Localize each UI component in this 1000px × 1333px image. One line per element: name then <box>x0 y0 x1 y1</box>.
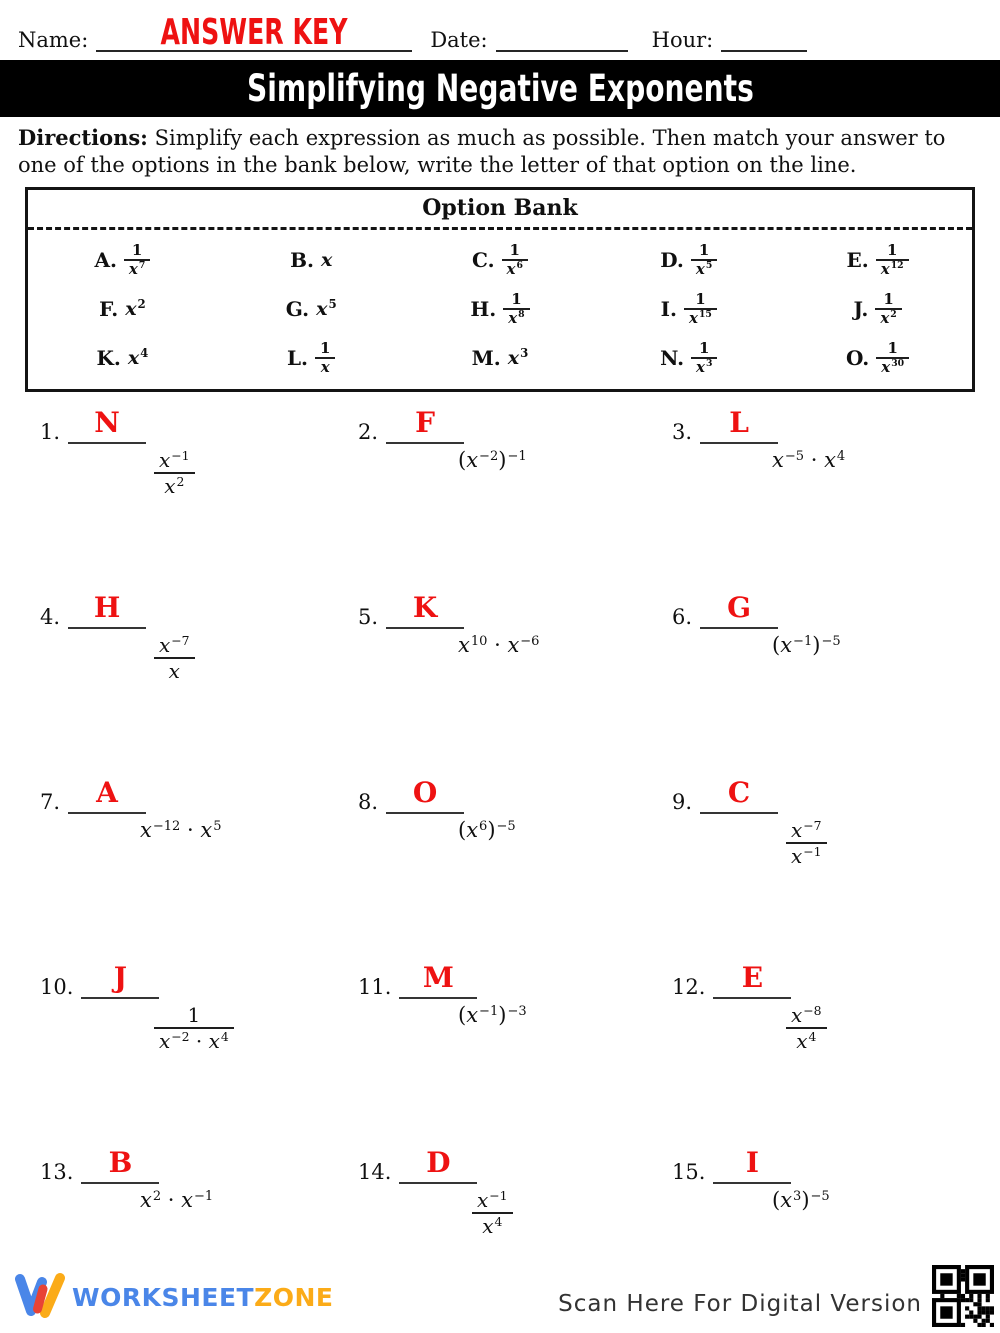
problem-head <box>40 593 358 629</box>
option-j <box>783 284 972 333</box>
worksheetzone-logo-icon <box>14 1271 72 1323</box>
math-fraction <box>502 242 528 277</box>
answer-letter: H <box>93 591 121 624</box>
fraction-denominator: $x^4$ <box>786 1027 827 1053</box>
math-expression: $x^5$ <box>316 297 337 320</box>
problem-expression <box>140 818 358 842</box>
problem-number: 10. <box>40 975 74 999</box>
answer-letter: A <box>96 776 118 809</box>
option-letter: N. <box>660 345 685 370</box>
hour-blank[interactable] <box>721 24 807 52</box>
answer-letter: F <box>415 406 435 439</box>
answer-blank[interactable] <box>68 406 146 444</box>
math-expression: $(x^{-1})^{-5}$ <box>772 633 841 657</box>
problem-number: 3. <box>672 420 693 444</box>
answer-letter: K <box>412 591 438 624</box>
problem-number: 15. <box>672 1160 706 1184</box>
fraction-denominator: $x^2$ <box>154 472 195 498</box>
problem-expression <box>772 1003 972 1053</box>
fraction-numerator: 1 <box>699 339 710 357</box>
problem-head <box>358 1148 672 1184</box>
fraction-denominator: $x^8$ <box>503 308 529 327</box>
problem-expression <box>772 448 972 472</box>
name-blank[interactable] <box>96 12 412 53</box>
answer-blank[interactable] <box>700 406 778 444</box>
fraction-denominator: x <box>315 357 335 376</box>
math-expression: $(x^{-2})^{-1}$ <box>458 448 527 472</box>
problem-expression <box>140 633 358 683</box>
fraction-denominator: $x^{15}$ <box>684 308 717 327</box>
option-letter: I. <box>660 296 677 321</box>
math-fraction <box>876 242 909 277</box>
math-expression: $x^2$ <box>125 297 146 320</box>
problem-number: 11. <box>358 975 392 999</box>
fraction-denominator: x <box>154 657 195 683</box>
fraction-numerator: $x^{-7}$ <box>159 633 190 657</box>
answer-letter: I <box>745 1146 759 1179</box>
option-d <box>594 235 783 284</box>
answer-blank[interactable] <box>81 1146 159 1184</box>
fraction-denominator: $x^3$ <box>691 357 717 376</box>
problem-head <box>672 593 972 629</box>
problem-4 <box>40 593 358 778</box>
problem-number: 12. <box>672 975 706 999</box>
problem-expression <box>458 1003 672 1027</box>
option-bank <box>25 187 975 392</box>
answer-blank[interactable] <box>399 961 477 999</box>
scan-text: Scan Here For Digital Version <box>558 1291 922 1317</box>
problem-head <box>40 778 358 814</box>
option-e <box>783 235 972 284</box>
option-bank-grid <box>28 230 972 389</box>
math-expression: x <box>320 248 333 271</box>
answer-blank[interactable] <box>713 1146 791 1184</box>
problem-10 <box>40 963 358 1148</box>
fraction-denominator: $x^6$ <box>502 259 528 278</box>
problem-9 <box>672 778 972 963</box>
fraction-numerator: $x^{-7}$ <box>791 818 822 842</box>
fraction-numerator: $x^{-1}$ <box>159 448 190 472</box>
problem-number: 5. <box>358 605 379 629</box>
problem-3 <box>672 408 972 593</box>
math-fraction <box>684 291 717 326</box>
answer-letter: J <box>113 961 128 994</box>
problem-head <box>672 963 972 999</box>
problem-head <box>672 408 972 444</box>
fraction-numerator: $x^{-8}$ <box>791 1003 822 1027</box>
option-n <box>594 333 783 382</box>
math-fraction <box>472 1188 513 1238</box>
math-fraction <box>503 291 529 326</box>
answer-letter: D <box>426 1146 451 1179</box>
answer-blank[interactable] <box>700 591 778 629</box>
math-fraction <box>154 633 195 683</box>
option-f <box>28 284 217 333</box>
hour-label: Hour: <box>651 28 714 52</box>
answer-blank[interactable] <box>386 406 464 444</box>
problem-expression <box>458 448 672 472</box>
problem-expression <box>772 1188 972 1212</box>
math-expression: $(x^3)^{-5}$ <box>772 1188 830 1212</box>
problem-expression <box>458 1188 672 1238</box>
fraction-numerator: 1 <box>698 241 710 259</box>
option-o <box>783 333 972 382</box>
answer-blank[interactable] <box>68 591 146 629</box>
math-expression: $x^4$ <box>127 346 149 369</box>
fraction-denominator: $x^4$ <box>472 1212 513 1238</box>
option-i <box>594 284 783 333</box>
fraction-numerator: 1 <box>511 290 522 308</box>
problem-6 <box>672 593 972 778</box>
fraction-numerator: 1 <box>509 241 520 259</box>
answer-letter: C <box>727 776 751 809</box>
option-h <box>406 284 595 333</box>
brand-zone: ZONE <box>254 1282 334 1312</box>
option-g <box>217 284 406 333</box>
problem-number: 13. <box>40 1160 74 1184</box>
fraction-denominator: $x^7$ <box>124 259 150 278</box>
math-expression: $x^2 \cdot x^{-1}$ <box>140 1188 214 1212</box>
fraction-numerator: 1 <box>883 290 894 308</box>
fraction-numerator: $x^{-1}$ <box>477 1188 508 1212</box>
answer-blank[interactable] <box>68 776 146 814</box>
option-c <box>406 235 595 284</box>
fraction-denominator: $x^{-2} \cdot x^4$ <box>154 1027 234 1053</box>
problem-head <box>672 778 972 814</box>
problem-head <box>672 1148 972 1184</box>
math-expression: $(x^6)^{-5}$ <box>458 818 516 842</box>
problem-number: 8. <box>358 790 379 814</box>
brand-wordmark <box>72 1283 333 1312</box>
option-letter: H. <box>470 296 497 321</box>
problem-11 <box>358 963 672 1148</box>
qr-code-icon <box>932 1265 994 1327</box>
problem-head <box>40 1148 358 1184</box>
option-letter: M. <box>471 345 501 370</box>
answer-letter: G <box>727 591 751 624</box>
problem-expression <box>140 1188 358 1212</box>
math-fraction <box>124 242 150 277</box>
problem-head <box>358 593 672 629</box>
problem-number: 6. <box>672 605 693 629</box>
option-m <box>406 333 595 382</box>
answer-blank[interactable] <box>81 961 159 999</box>
page-title: Simplifying Negative Exponents <box>246 67 754 110</box>
math-expression: $x^3$ <box>507 346 529 369</box>
math-fraction <box>691 340 717 375</box>
answer-blank[interactable] <box>399 1146 477 1184</box>
fraction-denominator: $x^{12}$ <box>876 259 909 278</box>
option-letter: C. <box>472 247 495 272</box>
option-letter: F. <box>99 296 119 321</box>
math-fraction <box>875 291 901 326</box>
footer <box>0 1257 1000 1333</box>
math-fraction <box>315 340 335 375</box>
problem-number: 4. <box>40 605 61 629</box>
answer-key-text: ANSWER KEY <box>160 12 348 53</box>
answer-letter: M <box>422 961 454 994</box>
math-fraction <box>786 818 827 868</box>
fraction-numerator: 1 <box>886 241 898 259</box>
answer-letter: B <box>108 1146 133 1179</box>
directions-label: Directions: <box>18 125 148 150</box>
math-expression: $x^{10} \cdot x^{-6}$ <box>458 633 540 657</box>
math-expression: $(x^{-1})^{-3}$ <box>458 1003 527 1027</box>
fraction-numerator: 1 <box>887 339 898 357</box>
answer-blank[interactable] <box>386 591 464 629</box>
problem-expression <box>458 818 672 842</box>
header-fields <box>0 0 1000 52</box>
answer-blank[interactable] <box>700 776 778 814</box>
option-letter: E. <box>846 247 869 272</box>
math-fraction <box>154 448 195 498</box>
math-expression: $x^{-12} \cdot x^5$ <box>140 818 222 842</box>
math-fraction <box>786 1003 827 1053</box>
answer-letter: L <box>729 406 749 439</box>
problem-expression <box>458 633 672 657</box>
fraction-denominator: $x^{-1}$ <box>786 842 827 868</box>
option-letter: J. <box>853 296 869 321</box>
option-letter: B. <box>290 247 314 272</box>
math-fraction <box>154 1003 234 1053</box>
directions <box>18 124 982 179</box>
problem-head <box>40 963 358 999</box>
problem-1 <box>40 408 358 593</box>
fraction-numerator: 1 <box>695 290 706 308</box>
directions-text: Simplify each expression as much as possible. Then match your answer to one of the options in the bank below, write the letter of that option on the line. <box>18 126 946 177</box>
problems-grid <box>40 408 1000 1333</box>
option-bank-title: Option Bank <box>28 190 972 230</box>
date-label: Date: <box>430 28 488 52</box>
problem-expression <box>140 1003 358 1053</box>
math-fraction <box>876 340 909 375</box>
name-label: Name: <box>18 28 89 52</box>
option-b <box>217 235 406 284</box>
answer-letter: O <box>412 776 438 809</box>
problem-expression <box>140 448 358 498</box>
option-letter: O. <box>846 345 870 370</box>
fraction-numerator: 1 <box>131 241 143 259</box>
option-letter: G. <box>285 296 310 321</box>
problem-head <box>358 408 672 444</box>
option-l <box>217 333 406 382</box>
option-letter: D. <box>660 247 684 272</box>
problem-number: 2. <box>358 420 379 444</box>
problem-12 <box>672 963 972 1148</box>
fraction-numerator: 1 <box>319 339 331 357</box>
brand-worksheet: WORKSHEET <box>72 1282 255 1312</box>
fraction-numerator: 1 <box>187 1003 201 1027</box>
problem-number: 9. <box>672 790 693 814</box>
problem-7 <box>40 778 358 963</box>
answer-letter: N <box>94 406 120 439</box>
problem-number: 7. <box>40 790 61 814</box>
answer-blank[interactable] <box>386 776 464 814</box>
problem-expression <box>772 818 972 868</box>
title-banner <box>0 60 1000 117</box>
problem-8 <box>358 778 672 963</box>
problem-5 <box>358 593 672 778</box>
math-fraction <box>691 242 717 277</box>
answer-letter: E <box>741 961 764 994</box>
fraction-denominator: $x^5$ <box>691 259 717 278</box>
option-k <box>28 333 217 382</box>
answer-blank[interactable] <box>713 961 791 999</box>
problem-head <box>40 408 358 444</box>
problem-head <box>358 963 672 999</box>
worksheetzone-logo <box>14 1271 333 1323</box>
problem-2 <box>358 408 672 593</box>
option-letter: A. <box>94 247 117 272</box>
problem-number: 14. <box>358 1160 392 1184</box>
fraction-denominator: $x^{30}$ <box>876 357 909 376</box>
date-blank[interactable] <box>496 24 628 52</box>
option-a <box>28 235 217 284</box>
problem-head <box>358 778 672 814</box>
math-expression: $x^{-5} \cdot x^4$ <box>772 448 846 472</box>
problem-number: 1. <box>40 420 61 444</box>
option-letter: L. <box>286 345 308 370</box>
problem-expression <box>772 633 972 657</box>
fraction-denominator: $x^2$ <box>875 308 901 327</box>
option-letter: K. <box>96 345 121 370</box>
